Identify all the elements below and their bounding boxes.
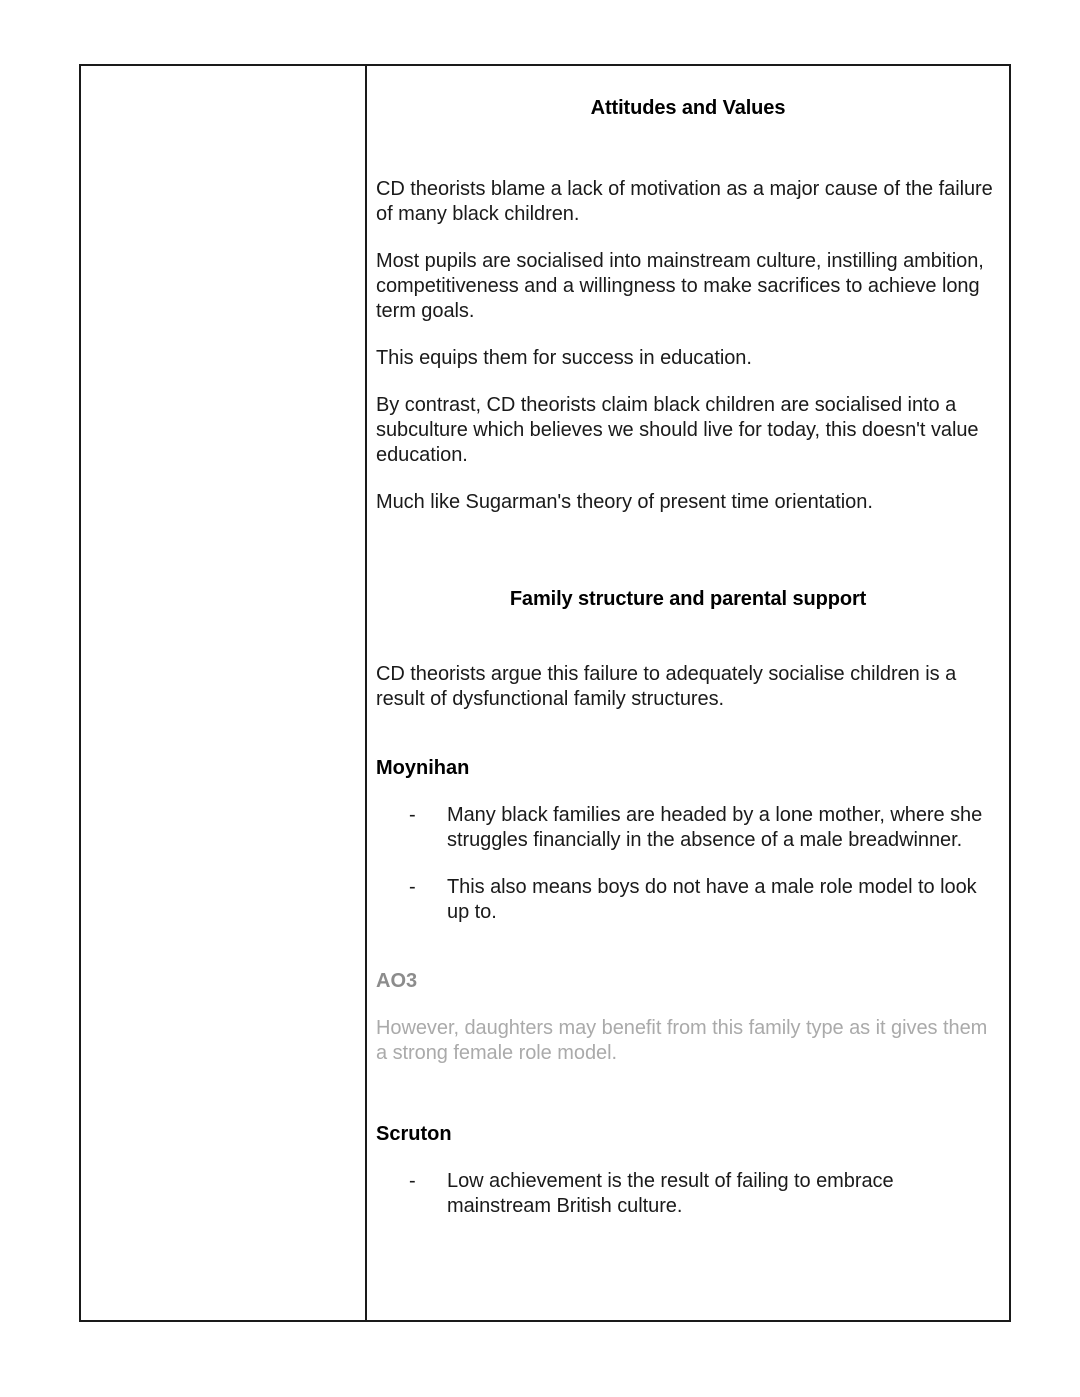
table-cell-right-content: [366, 65, 1010, 1321]
section-attitudes-and-values: [376, 96, 1000, 515]
section-heading-family-structure: Family structure and parental support: [509, 588, 867, 610]
bullet-marker-icon: -: [409, 1170, 416, 1192]
spacer: [376, 515, 1000, 571]
spacer: [376, 1147, 1000, 1169]
subheading-moynihan: Moynihan: [376, 757, 470, 779]
section-heading-attitudes-and-values: Attitudes and Values: [590, 97, 786, 119]
spacer: [376, 712, 1000, 756]
paragraph-equips-for-success: This equips them for success in education.: [376, 347, 752, 369]
bullet-marker-icon: -: [409, 876, 416, 898]
evaluation-block-ao3: [376, 969, 1000, 1066]
paragraph-mainstream-socialisation: Most pupils are socialised into mainstream culture, instilling ambition, competitiveness and a willingness to make sacrifices to achieve long term goals.: [376, 250, 984, 322]
paragraph-motivation-failure: CD theorists blame a lack of motivation as a major cause of the failure of many black children.: [376, 178, 993, 225]
spacer: [376, 994, 1000, 1016]
bullet-list-scruton: [376, 1169, 1000, 1219]
ao3-evaluation-text: However, daughters may benefit from this family type as it gives them a strong female role model.: [376, 1017, 988, 1064]
spacer: [376, 227, 1000, 249]
list-item-text: This also means boys do not have a male role model to look up to.: [447, 876, 977, 923]
spacer: [376, 371, 1000, 393]
bullet-list-moynihan: [376, 803, 1000, 925]
subheading-scruton: Scruton: [376, 1123, 452, 1145]
notes-table: [79, 64, 1011, 1322]
list-item: [376, 875, 1000, 925]
spacer: [376, 1066, 1000, 1122]
subsection-scruton: [376, 1122, 1000, 1219]
paragraph-subculture-live-for-today: By contrast, CD theorists claim black children are socialised into a subculture which believes we should live for today, this doesn't value education.: [376, 394, 979, 466]
paragraph-sugarman-present-time: Much like Sugarman's theory of present time orientation.: [376, 491, 873, 513]
spacer: [376, 324, 1000, 346]
list-item: [376, 1169, 1000, 1219]
spacer: [376, 612, 1000, 662]
spacer: [376, 781, 1000, 803]
paragraph-dysfunctional-family-structures: CD theorists argue this failure to adequately socialise children is a result of dysfunctional family structures.: [376, 663, 957, 710]
list-item: [376, 803, 1000, 853]
list-item-text: Low achievement is the result of failing to embrace mainstream British culture.: [447, 1170, 894, 1217]
notes-content: [367, 66, 1009, 1229]
spacer: [376, 925, 1000, 969]
spacer: [376, 468, 1000, 490]
bullet-marker-icon: -: [409, 804, 416, 826]
list-item-text: Many black families are headed by a lone mother, where she struggles financially in the absence of a male breadwinner.: [447, 804, 983, 851]
table-row: [80, 65, 1010, 1321]
section-family-structure: [376, 587, 1000, 1219]
ao3-label: AO3: [376, 970, 418, 992]
table-cell-left-empty: [80, 65, 366, 1321]
left-column-content: [81, 66, 365, 90]
subsection-moynihan: [376, 756, 1000, 1066]
spacer: [376, 121, 1000, 177]
